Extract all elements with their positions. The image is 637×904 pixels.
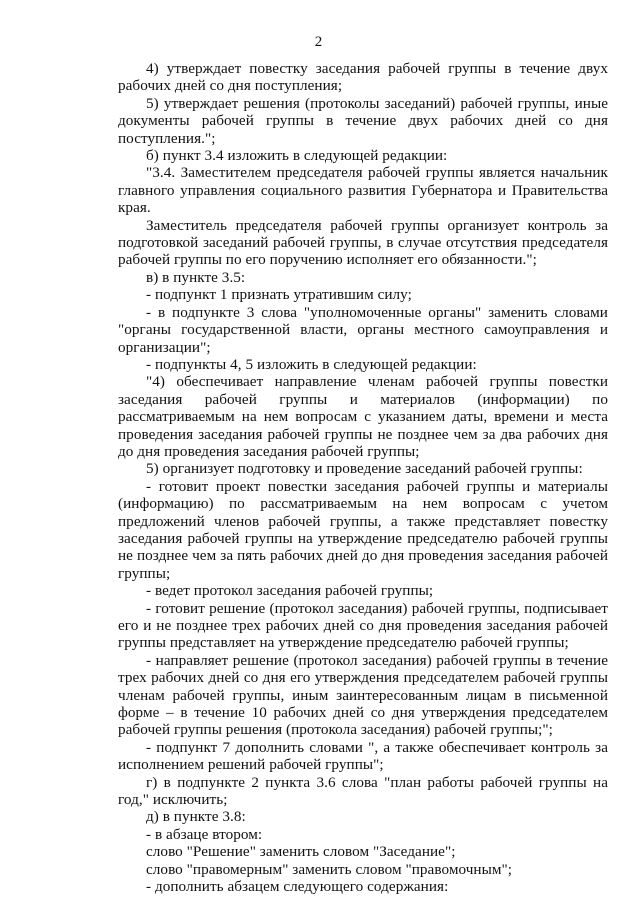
page-number: 2	[314, 34, 323, 50]
paragraph: - подпункт 7 дополнить словами ", а также обеспечивает контроль за исполнением решений рабочей группы";	[118, 738, 608, 774]
paragraph: - в подпункте 3 слова "уполномоченные органы" заменить словами "органы государственной власти, органы местного самоуправления и организации";	[118, 303, 608, 356]
paragraph: д) в пункте 3.8:	[146, 808, 246, 826]
paragraph: б) пункт 3.4 изложить в следующей редакции:	[146, 147, 448, 165]
paragraph: - дополнить абзацем следующего содержания:	[146, 878, 449, 896]
paragraph: в) в пункте 3.5:	[146, 268, 246, 286]
paragraph: - подпункты 4, 5 изложить в следующей редакции:	[146, 355, 477, 373]
paragraph: 5) утверждает решения (протоколы заседаний) рабочей группы, иные документы рабочей группы в течение двух рабочих дней со дня поступления.";	[118, 94, 608, 147]
paragraph: 5) организует подготовку и проведение заседаний рабочей группы:	[146, 460, 583, 478]
paragraph: Заместитель председателя рабочей группы организует контроль за подготовкой заседаний рабочей группы, в случае отсутствия председателя рабочей группы по его поручению исполняет его обязанности.";	[118, 216, 608, 269]
paragraph: слово "правомерным" заменить словом "правомочным";	[146, 860, 513, 878]
paragraph: "4) обеспечивает направление членам рабочей группы повестки заседания рабочей группы и материалов (информации) по рассматриваемым на нем вопросам с указанием даты, времени и места проведения заседания рабочей группы не позднее чем за два рабочих дня до дня проведения заседания рабочей группы;	[118, 373, 608, 460]
paragraph: слово "Решение" заменить словом "Заседание";	[146, 843, 456, 861]
paragraph: - готовит проект повестки заседания рабочей группы и материалы (информацию) по рассматриваемым на нем вопросам с учетом предложений членов рабочей группы, а также представляет повестку заседания рабочей группы на утверждение председателю рабочей группы не позднее чем за пять рабочих дней до дня проведения заседания рабочей группы;	[118, 477, 608, 582]
paragraph: - в абзаце втором:	[146, 825, 263, 843]
paragraph: 4) утверждает повестку заседания рабочей группы в течение двух рабочих дней со дня поступления;	[118, 60, 608, 95]
paragraph: "3.4. Заместителем председателя рабочей группы является начальник главного управления социального развития Губернатора и Правительства края.	[118, 164, 608, 217]
paragraph: - готовит решение (протокол заседания) рабочей группы, подписывает его и не позднее трех рабочих дней со дня проведения заседания рабочей группы представляет на утверждение председателю рабочей группы;	[118, 599, 608, 652]
paragraph: - подпункт 1 признать утратившим силу;	[146, 286, 412, 304]
paragraph: - ведет протокол заседания рабочей группы;	[146, 582, 434, 600]
document-body	[118, 60, 608, 896]
paragraph: г) в подпункте 2 пункта 3.6 слова "план работы рабочей группы на год," исключить;	[118, 773, 608, 809]
paragraph: - направляет решение (протокол заседания) рабочей группы в течение трех рабочих дней со дня его утверждения председателем рабочей группы членам рабочей группы, иным заинтересованным лицам в письменной форме – в течение 10 рабочих дней со дня утверждения председателем рабочей группы решения (протокола заседания) рабочей группы;";	[118, 651, 608, 739]
